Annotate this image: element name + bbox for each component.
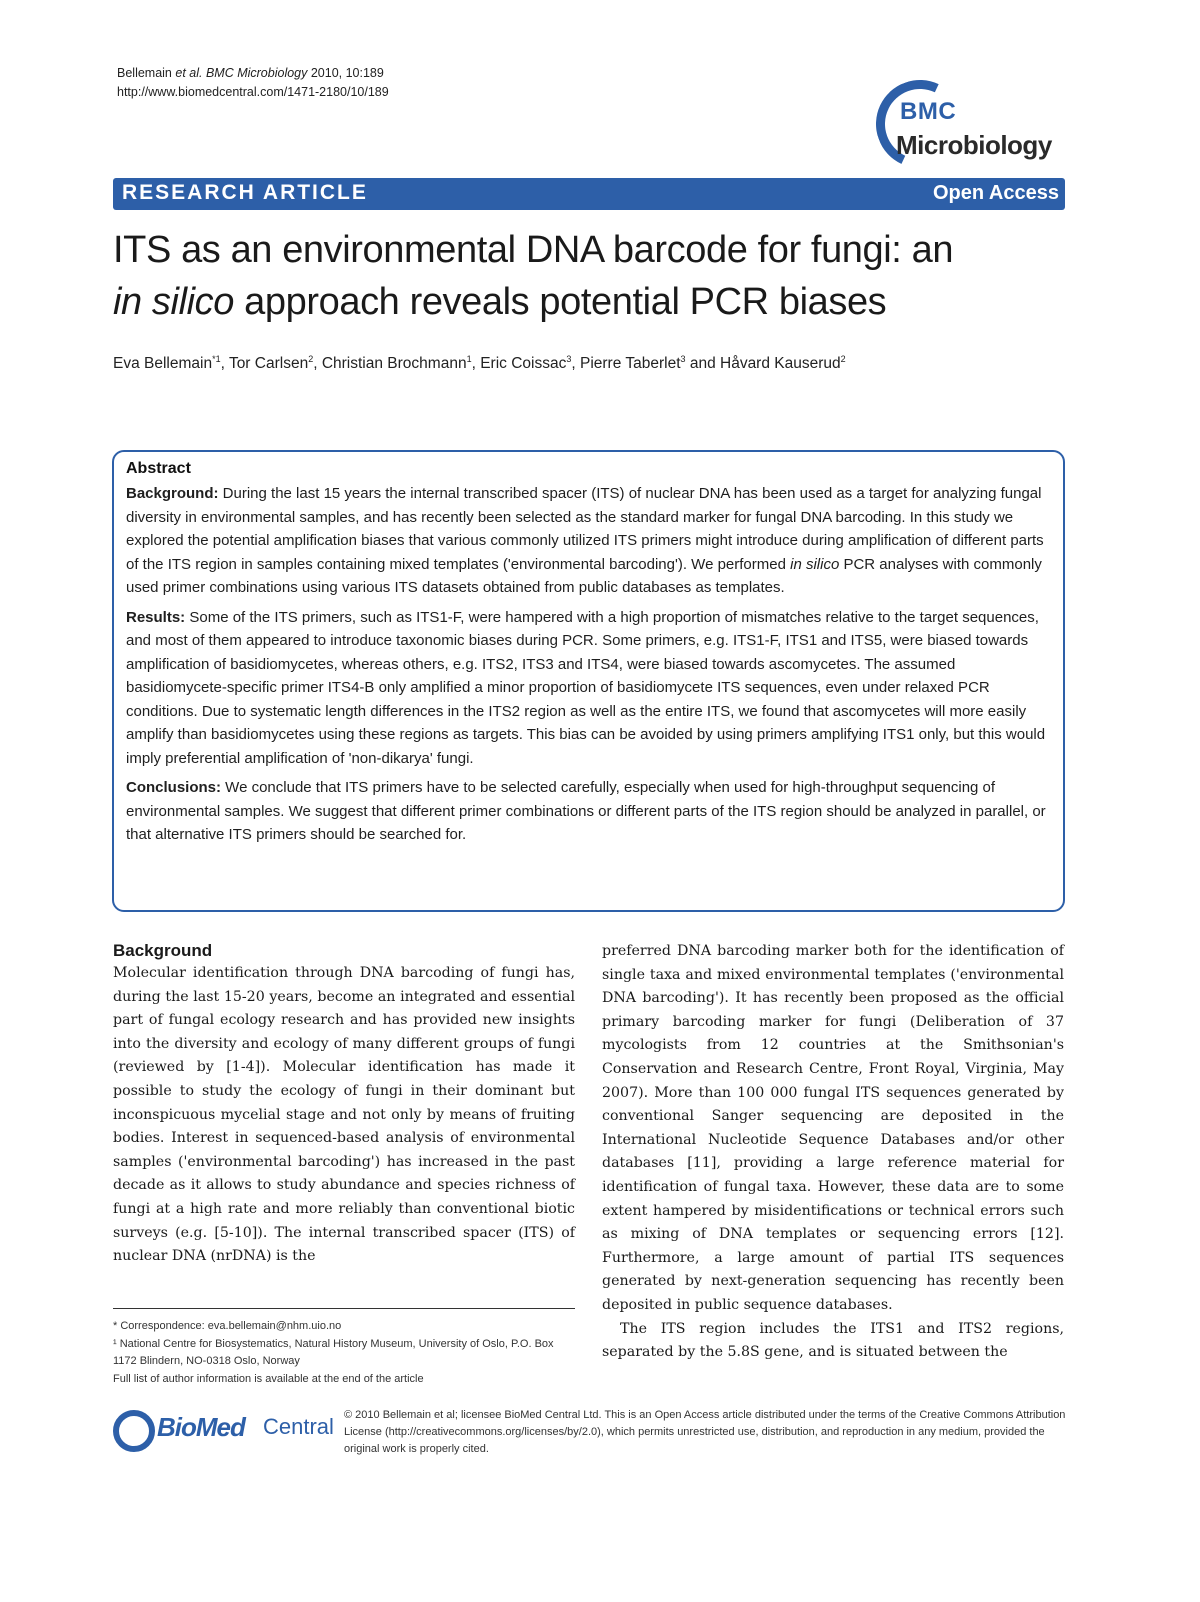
abstract-box: [112, 450, 1065, 912]
article-type-banner: [113, 178, 1065, 210]
correspondence-note: * Correspondence: eva.bellemain@nhm.uio.no: [113, 1320, 342, 1332]
affiliation-note: ¹ National Centre for Biosystematics, Natural History Museum, University of Oslo, P.O. Box 1172 Blindern, NO-0318 Oslo, Norway: [113, 1337, 554, 1367]
author: Pierre Taberlet$^3$ and: [579, 354, 720, 373]
body-column-left: [113, 940, 575, 1269]
author: Tor Carlsen$^2$,: [228, 354, 322, 373]
open-access-label: Open Access: [933, 182, 1059, 204]
article-type-label: RESEARCH ARTICLE: [122, 181, 368, 204]
journal-logo: [876, 78, 1076, 168]
author: Håvard Kauserud$^2$: [720, 354, 846, 373]
author-list: [113, 354, 846, 373]
article-url[interactable]: http://www.biomedcentral.com/1471-2180/10/189: [117, 85, 389, 99]
footnote-divider: [113, 1308, 575, 1309]
author-info-note: Full list of author information is available at the end of the article: [113, 1372, 424, 1385]
citation-line: Bellemain et al. BMC Microbiology 2010, 10:189: [117, 66, 384, 80]
author: Eva Bellemain$^{*1}$,: [113, 354, 229, 373]
citation-header: [117, 64, 389, 102]
footnotes: [113, 1318, 578, 1388]
body-paragraph: Molecular identification through DNA barcoding of fungi has, during the last 15-20 years, become an integrated and essential part of fungal ecology research and has provided new insights into the diversity and ecology of many different groups of fungi (reviewed by [1-4]). Molecular identification has made it possible to study the ecology of fungi in their dominant but inconspicuous mycelial stage and not only by means of fruiting bodies. Interest in sequenced-based analysis of environmental samples ('environmental barcoding') has increased in the past decade as it allows to study abundance and species richness of fungi at a high rate and more reliably than conventional biotic surveys (e.g. [5-10]). The internal transcribed spacer (ITS) of nuclear DNA (nrDNA) is the: [113, 965, 575, 1265]
license-statement: © 2010 Bellemain et al; licensee BioMed Central Ltd. This is an Open Access article distributed under the terms of the Creative Commons Attribution License (http://creativecommons.org/licenses/by/2.0), which permits unrestricted use, distribution, and reproduction in any medium, provided the original work is properly cited.: [344, 1409, 1066, 1455]
article-title: ITS as an environmental DNA barcode for fungi: an in silico approach reveals potential PCR biases: [113, 229, 954, 323]
section-heading-background: Background: [113, 941, 213, 960]
author: Christian Brochmann$^1$,: [321, 354, 481, 373]
abstract-heading: Abstract: [126, 460, 191, 477]
author: Eric Coissac$^3$,: [480, 354, 580, 373]
logo-journal-text: Microbiology: [896, 130, 1052, 160]
abstract-results: Results: Some of the ITS primers, such as ITS1-F, were hampered with a high proportion of mismatches relative to the target sequences, and most of them appeared to introduce taxonomic biases during PCR. Some primers, e.g. ITS1-F, ITS1 and ITS5, were biased towards amplification of basidiomycetes, whereas others, e.g. ITS2, ITS3 and ITS4, were biased towards ascomycetes. The assumed basidiomycete-specific primer ITS4-B only amplified a minor proportion of basidiomycete ITS sequences, even under relaxed PCR conditions. Due to systematic length differences in the ITS2 region as well as the entire ITS, we found that ascomycetes will more easily amplify than basidiomycetes using these regions as targets. This bias can be avoided by using primers amplifying ITS1 only, but this would imply preferential amplification of 'non-dikarya' fungi.: [126, 608, 1046, 767]
abstract-background: Background: During the last 15 years the internal transcribed spacer (ITS) of nuclear DNA has been used as a target for analyzing fungal diversity in environmental samples, and has recently been selected as the standard marker for fungal DNA barcoding. In this study we explored the potential amplification biases that various commonly utilized ITS primers might introduce during amplification of different parts of the ITS region in samples containing mixed templates ('environmental barcoding'). We performed in silico PCR analyses with commonly used primer combinations using various ITS datasets obtained from public databases as templates.: [126, 485, 1044, 596]
biomed-central-logo: BioMed Central: [113, 1408, 338, 1452]
abstract-conclusions: Conclusions: We conclude that ITS primers have to be selected carefully, especially when used for high-throughput sequencing of environmental samples. We suggest that different primer combinations or different parts of the ITS region should be analyzed in parallel, or that alternative ITS primers should be searched for.: [126, 779, 1046, 843]
body-column-right: [602, 940, 1064, 1365]
body-paragraph: The ITS region includes the ITS1 and ITS2 regions, separated by the 5.8S gene, and is situated between the: [602, 1320, 1064, 1361]
biomed-ring-icon: [113, 1410, 155, 1452]
body-paragraph: preferred DNA barcoding marker both for the identification of single taxa and mixed environmental templates ('environmental DNA barcoding'). It has recently been proposed as the official primary barcoding marker for fungi (Deliberation of 37 mycologists from 12 countries at the Smithsonian's Conservation and Research Centre, Front Royal, Virginia, May 2007). More than 100 000 fungal ITS sequences generated by conventional Sanger sequencing are deposited in the International Nucleotide Sequence Databases and/or other databases [11], providing a large reference material for identification of fungal taxa. However, these data are to some extent hampered by misidentifications or technical errors such as mixing of DNA templates or sequencing errors [12]. Furthermore, a large amount of partial ITS sequences generated by next-generation sequencing has recently been deposited in public sequence databases.: [602, 943, 1064, 1313]
logo-bmc-text: BMC: [900, 98, 957, 125]
